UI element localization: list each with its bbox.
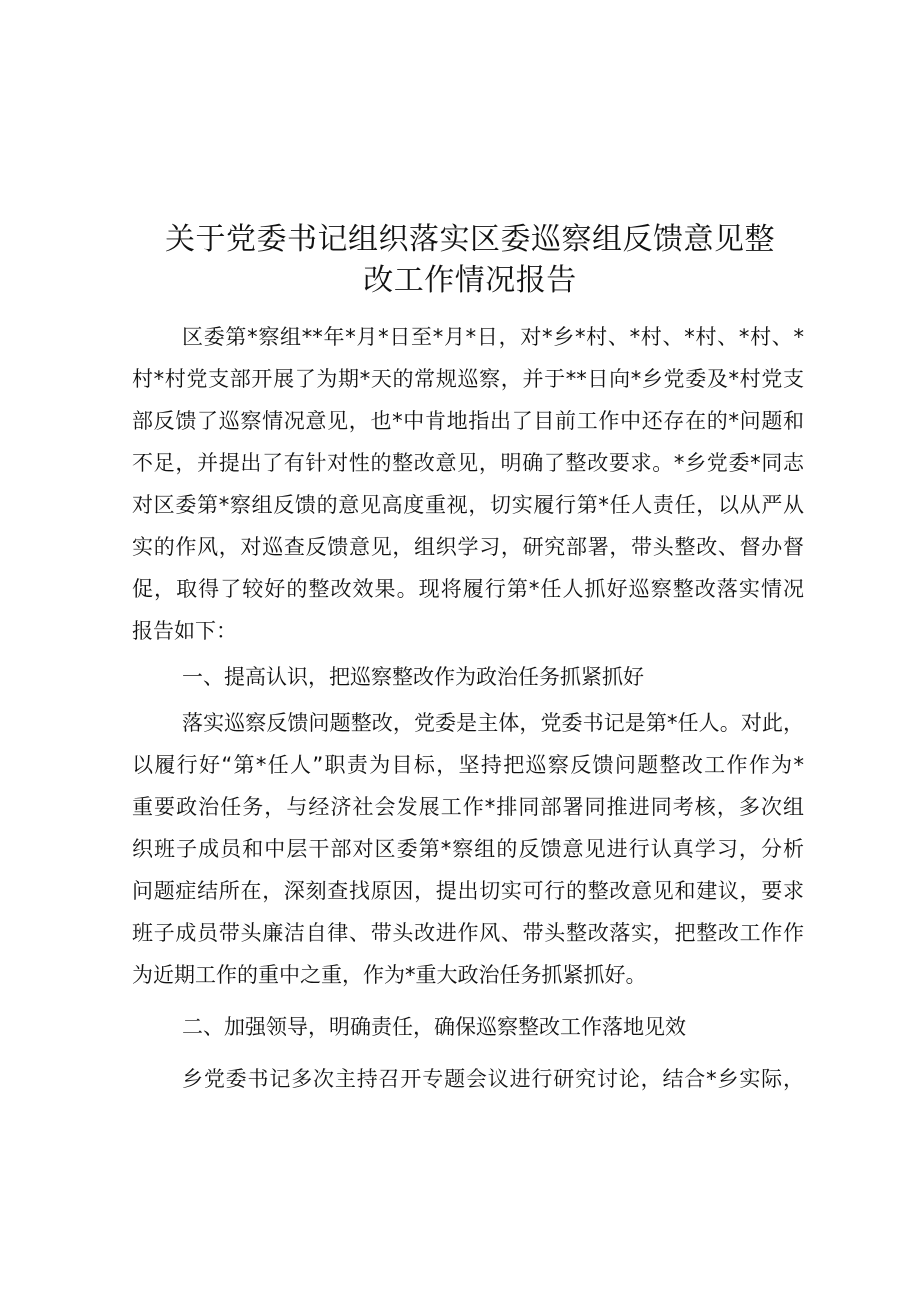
paragraph-2-line-7: 为近期工作的重中之重，作为*重大政治任务抓紧抓好。 bbox=[132, 963, 647, 987]
paragraph-1-line-6: 实的作风，对巡查反馈意见，组织学习，研究部署，带头整改、督办督 bbox=[132, 535, 804, 559]
paragraph-2-line-3: 重要政治任务，与经济社会发展工作*排同部署同推进同考核，多次组 bbox=[132, 795, 804, 819]
paragraph-1-line-7: 促，取得了较好的整改效果。现将履行第*任人抓好巡察整改落实情况 bbox=[132, 577, 804, 601]
paragraph-2-line-6: 班子成员带头廉洁自律、带头改进作风、带头整改落实，把整改工作作 bbox=[132, 921, 804, 945]
paragraph-1-line-2: 村*村党支部开展了为期*天的常规巡察，并于**日向*乡党委及*村党支 bbox=[132, 367, 804, 391]
paragraph-1-line-1: 区委第*察组**年*月*日至*月*日，对*乡*村、*村、*村、*村、* bbox=[182, 325, 804, 349]
paragraph-1-line-5: 对区委第*察组反馈的意见高度重视，切实履行第*任人责任，以从严从 bbox=[132, 493, 804, 517]
paragraph-3-line-1: 乡党委书记多次主持召开专题会议进行研究讨论，结合*乡实际， bbox=[182, 1067, 804, 1091]
section-heading-2: 二、加强领导，明确责任，确保巡察整改工作落地见效 bbox=[182, 1015, 686, 1039]
paragraph-2-line-1: 落实巡察反馈问题整改，党委是主体，党委书记是第*任人。对此， bbox=[182, 711, 804, 735]
paragraph-2-line-4: 织班子成员和中层干部对区委第*察组的反馈意见进行认真学习，分析 bbox=[132, 837, 804, 861]
section-heading-1: 一、提高认识，把巡察整改作为政治任务抓紧抓好 bbox=[182, 665, 644, 689]
paragraph-1-line-8: 报告如下： bbox=[132, 619, 237, 643]
paragraph-1-line-3: 部反馈了巡察情况意见，也*中肯地指出了目前工作中还存在的*问题和 bbox=[132, 409, 804, 433]
paragraph-1-line-4: 不足，并提出了有针对性的整改意见，明确了整改要求。*乡党委*同志 bbox=[132, 451, 804, 475]
paragraph-2-line-2: 以履行好“第*任人”职责为目标，坚持把巡察反馈问题整改工作作为* bbox=[132, 753, 804, 777]
document-title-line-1: 关于党委书记组织落实区委巡察组反馈意见整 bbox=[165, 222, 775, 257]
document-title-line-2: 改工作情况报告 bbox=[363, 263, 577, 298]
paragraph-2-line-5: 问题症结所在，深刻查找原因，提出切实可行的整改意见和建议，要求 bbox=[132, 879, 804, 903]
